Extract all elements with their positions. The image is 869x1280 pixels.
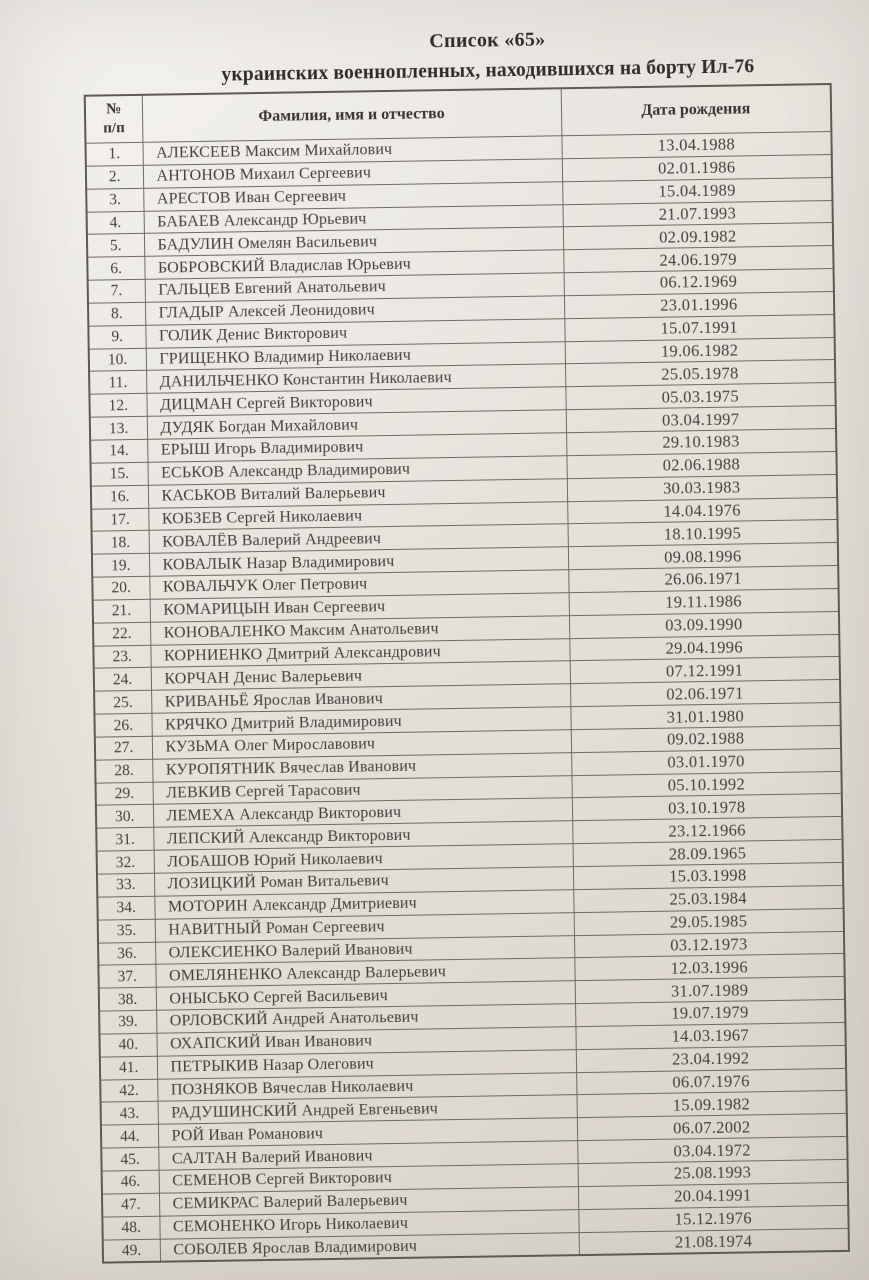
cell-full-name: ЛЕПСКИЙ Александр Викторович [153, 821, 572, 850]
cell-birth-date: 26.06.1971 [568, 565, 838, 592]
cell-birth-date: 28.09.1965 [573, 840, 843, 867]
cell-row-number: 37. [98, 965, 155, 989]
cell-full-name: АЛЕКСЕЕВ Максим Михайлович [142, 136, 561, 165]
cell-birth-date: 02.06.1971 [570, 680, 840, 707]
cell-row-number: 2. [86, 165, 143, 189]
cell-birth-date: 03.01.1970 [571, 748, 841, 775]
cell-birth-date: 06.12.1969 [564, 269, 834, 296]
cell-row-number: 39. [99, 1010, 156, 1034]
cell-row-number: 22. [93, 622, 150, 646]
cell-full-name: НАВИТНЫЙ Роман Сергеевич [155, 912, 574, 941]
cell-full-name: САЛТАН Валерий Иванович [158, 1141, 577, 1170]
cell-row-number: 4. [87, 211, 144, 235]
cell-birth-date: 24.06.1979 [563, 246, 833, 273]
cell-full-name: КОРНИЕНКО Дмитрий Александрович [150, 638, 569, 667]
cell-full-name: ЛОБАШОВ Юрий Николаевич [154, 844, 573, 873]
cell-row-number: 36. [98, 942, 155, 966]
document-title [53, 20, 869, 93]
header-number-line2: п/п [103, 120, 125, 137]
cell-row-number: 20. [92, 576, 149, 600]
header-number-line1: № [106, 101, 122, 118]
cell-row-number: 31. [96, 828, 153, 852]
cell-birth-date: 19.06.1982 [565, 337, 835, 364]
cell-row-number: 9. [88, 325, 145, 349]
cell-birth-date: 15.09.1982 [576, 1091, 846, 1118]
title-line-2: украинских военнопленных, находившихся на борту Ил-76 [221, 56, 755, 86]
cell-birth-date: 23.01.1996 [564, 291, 834, 318]
cell-birth-date: 18.10.1995 [568, 520, 838, 547]
cell-row-number: 42. [100, 1079, 157, 1103]
pow-list-table [84, 83, 850, 1264]
cell-row-number: 46. [102, 1170, 159, 1194]
cell-row-number: 34. [97, 896, 154, 920]
cell-birth-date: 20.04.1991 [578, 1182, 848, 1209]
cell-full-name: ГЛАДЫР Алексей Леонидович [145, 296, 564, 325]
cell-full-name: ЛОЗИЦКИЙ Роман Витальевич [154, 867, 573, 896]
cell-full-name: КОМАРИЦЫН Иван Сергеевич [150, 593, 569, 622]
cell-full-name: КУЗЬМА Олег Мирославович [152, 730, 571, 759]
cell-full-name: ОРЛОВСКИЙ Андрей Анатольевич [156, 1004, 575, 1033]
cell-full-name: БОБРОВСКИЙ Владислав Юрьевич [144, 250, 563, 279]
cell-birth-date: 05.10.1992 [571, 771, 841, 798]
cell-full-name: СЕМЕНОВ Сергей Викторович [159, 1164, 578, 1193]
cell-full-name: СЕМИКРАС Валерий Валерьевич [159, 1186, 578, 1215]
cell-row-number: 41. [100, 1056, 157, 1080]
cell-full-name: РАДУШИНСКИЙ Андрей Евгеньевич [158, 1095, 577, 1124]
header-cell-name: Фамилия, имя и отчество [142, 88, 562, 142]
cell-row-number: 33. [97, 873, 154, 897]
cell-row-number: 1. [85, 142, 142, 166]
cell-full-name: ОХАПСКИЙ Иван Иванович [156, 1027, 575, 1056]
cell-full-name: ЕРЫШ Игорь Владимирович [147, 433, 566, 462]
cell-birth-date: 30.03.1983 [567, 474, 837, 501]
cell-row-number: 45. [101, 1147, 158, 1171]
cell-full-name: БАДУЛИН Омелян Васильевич [144, 227, 563, 256]
cell-row-number: 16. [91, 485, 148, 509]
cell-full-name: АНТОНОВ Михаил Сергеевич [143, 159, 562, 188]
header-cell-dob: Дата рождения [561, 84, 832, 136]
cell-birth-date: 19.07.1979 [575, 999, 845, 1026]
cell-full-name: ОЛЕКСИЕНКО Валерий Иванович [155, 935, 574, 964]
cell-birth-date: 14.04.1976 [567, 497, 837, 524]
cell-full-name: ПОЗНЯКОВ Вячеслав Николаевич [157, 1072, 576, 1101]
cell-birth-date: 02.06.1988 [566, 451, 836, 478]
cell-row-number: 35. [98, 919, 155, 943]
cell-birth-date: 29.10.1983 [566, 428, 836, 455]
cell-full-name: ЕСЬКОВ Александр Владимирович [147, 456, 566, 485]
table-body [85, 132, 848, 1263]
cell-full-name: ДИЦМАН Сергей Викторович [146, 387, 565, 416]
cell-full-name: ОНЫСЬКО Сергей Васильевич [156, 981, 575, 1010]
cell-row-number: 49. [103, 1239, 160, 1263]
cell-full-name: ЛЕВКИВ Сергей Тарасович [153, 775, 572, 804]
cell-full-name: СОБОЛЕВ Ярослав Владимирович [160, 1232, 579, 1262]
cell-full-name: ГОЛИК Денис Викторович [145, 318, 564, 347]
cell-row-number: 27. [95, 736, 152, 760]
cell-full-name: КОНОВАЛЕНКО Максим Анатольевич [150, 615, 569, 644]
cell-birth-date: 21.07.1993 [562, 200, 832, 227]
cell-full-name: КОВАЛЬЧУК Олег Петрович [149, 570, 568, 599]
title-line-1: Список «65» [429, 28, 546, 53]
cell-row-number: 24. [94, 668, 151, 692]
cell-birth-date: 03.04.1997 [566, 406, 836, 433]
cell-birth-date: 15.07.1991 [564, 314, 834, 341]
cell-full-name: ПЕТРЫКИВ Назар Олегович [157, 1049, 576, 1078]
cell-row-number: 21. [93, 599, 150, 623]
cell-full-name: КУРОПЯТНИК Вячеслав Иванович [152, 752, 571, 781]
cell-row-number: 18. [92, 531, 149, 555]
cell-birth-date: 29.05.1985 [574, 908, 844, 935]
header-cell-number [85, 95, 143, 143]
cell-row-number: 8. [88, 302, 145, 326]
cell-birth-date: 03.04.1972 [577, 1137, 847, 1164]
cell-row-number: 26. [94, 713, 151, 737]
cell-birth-date: 13.04.1988 [561, 132, 831, 159]
cell-birth-date: 07.12.1991 [570, 657, 840, 684]
cell-row-number: 3. [86, 188, 143, 212]
cell-row-number: 44. [101, 1124, 158, 1148]
cell-full-name: КОВАЛЫК Назар Владимирович [149, 547, 568, 576]
cell-row-number: 17. [91, 508, 148, 532]
cell-row-number: 13. [90, 416, 147, 440]
cell-full-name: КОВАЛЁВ Валерий Андреевич [149, 524, 568, 553]
cell-birth-date: 03.12.1973 [574, 931, 844, 958]
cell-row-number: 5. [87, 234, 144, 258]
cell-birth-date: 29.04.1996 [569, 634, 839, 661]
cell-row-number: 32. [97, 850, 154, 874]
cell-birth-date: 09.02.1988 [571, 725, 841, 752]
cell-birth-date: 02.01.1986 [562, 154, 832, 181]
cell-birth-date: 15.12.1976 [578, 1205, 848, 1232]
cell-birth-date: 23.12.1966 [572, 817, 842, 844]
cell-full-name: РОЙ Иван Романович [158, 1118, 577, 1147]
cell-full-name: АРЕСТОВ Иван Сергеевич [143, 181, 562, 210]
cell-row-number: 19. [92, 553, 149, 577]
cell-birth-date: 06.07.1976 [576, 1068, 846, 1095]
cell-full-name: КРИВАНЬЁ Ярослав Иванович [151, 684, 570, 713]
cell-birth-date: 15.04.1989 [562, 177, 832, 204]
cell-row-number: 6. [87, 257, 144, 281]
cell-row-number: 12. [89, 394, 146, 418]
cell-birth-date: 21.08.1974 [579, 1228, 849, 1256]
cell-full-name: СЕМОНЕНКО Игорь Николаевич [159, 1209, 578, 1238]
cell-birth-date: 06.07.2002 [577, 1114, 847, 1141]
cell-row-number: 28. [95, 759, 152, 783]
cell-full-name: ДАНИЛЬЧЕНКО Константин Николаевич [146, 364, 565, 393]
cell-row-number: 48. [102, 1216, 159, 1240]
cell-birth-date: 31.07.1989 [575, 977, 845, 1004]
cell-birth-date: 02.09.1982 [563, 223, 833, 250]
cell-row-number: 47. [102, 1193, 159, 1217]
cell-row-number: 23. [93, 645, 150, 669]
cell-birth-date: 19.11.1986 [569, 588, 839, 615]
cell-row-number: 40. [99, 1033, 156, 1057]
cell-birth-date: 14.03.1967 [575, 1022, 845, 1049]
cell-birth-date: 03.09.1990 [569, 611, 839, 638]
cell-row-number: 25. [94, 691, 151, 715]
cell-birth-date: 05.03.1975 [565, 383, 835, 410]
cell-birth-date: 23.04.1992 [576, 1045, 846, 1072]
cell-row-number: 38. [99, 987, 156, 1011]
cell-birth-date: 12.03.1996 [574, 954, 844, 981]
cell-row-number: 7. [88, 279, 145, 303]
cell-full-name: ГРИЩЕНКО Владимир Николаевич [146, 341, 565, 370]
cell-birth-date: 31.01.1980 [570, 703, 840, 730]
cell-row-number: 11. [89, 371, 146, 395]
cell-row-number: 14. [90, 439, 147, 463]
cell-full-name: МОТОРИН Александр Дмитриевич [154, 890, 573, 919]
cell-birth-date: 09.08.1996 [568, 543, 838, 570]
cell-birth-date: 25.08.1993 [578, 1159, 848, 1186]
cell-row-number: 10. [89, 348, 146, 372]
cell-full-name: ЛЕМЕХА Александр Викторович [153, 798, 572, 827]
cell-birth-date: 03.10.1978 [572, 794, 842, 821]
cell-row-number: 29. [96, 782, 153, 806]
cell-row-number: 15. [91, 462, 148, 486]
cell-full-name: КРЯЧКО Дмитрий Владимирович [151, 707, 570, 736]
cell-full-name: КОРЧАН Денис Валерьевич [151, 661, 570, 690]
cell-birth-date: 15.03.1998 [573, 862, 843, 889]
cell-full-name: БАБАЕВ Александр Юрьевич [144, 204, 563, 233]
cell-full-name: КАСЬКОВ Виталий Валерьевич [148, 478, 567, 507]
cell-row-number: 43. [101, 1102, 158, 1126]
cell-full-name: ДУДЯК Богдан Михайлович [147, 410, 566, 439]
cell-row-number: 30. [96, 805, 153, 829]
cell-full-name: ГАЛЬЦЕВ Евгений Анатольевич [145, 273, 564, 302]
cell-full-name: КОБЗЕВ Сергей Николаевич [148, 501, 567, 530]
cell-birth-date: 25.03.1984 [573, 885, 843, 912]
cell-full-name: ОМЕЛЯНЕНКО Александр Валерьевич [155, 958, 574, 987]
cell-birth-date: 25.05.1978 [565, 360, 835, 387]
